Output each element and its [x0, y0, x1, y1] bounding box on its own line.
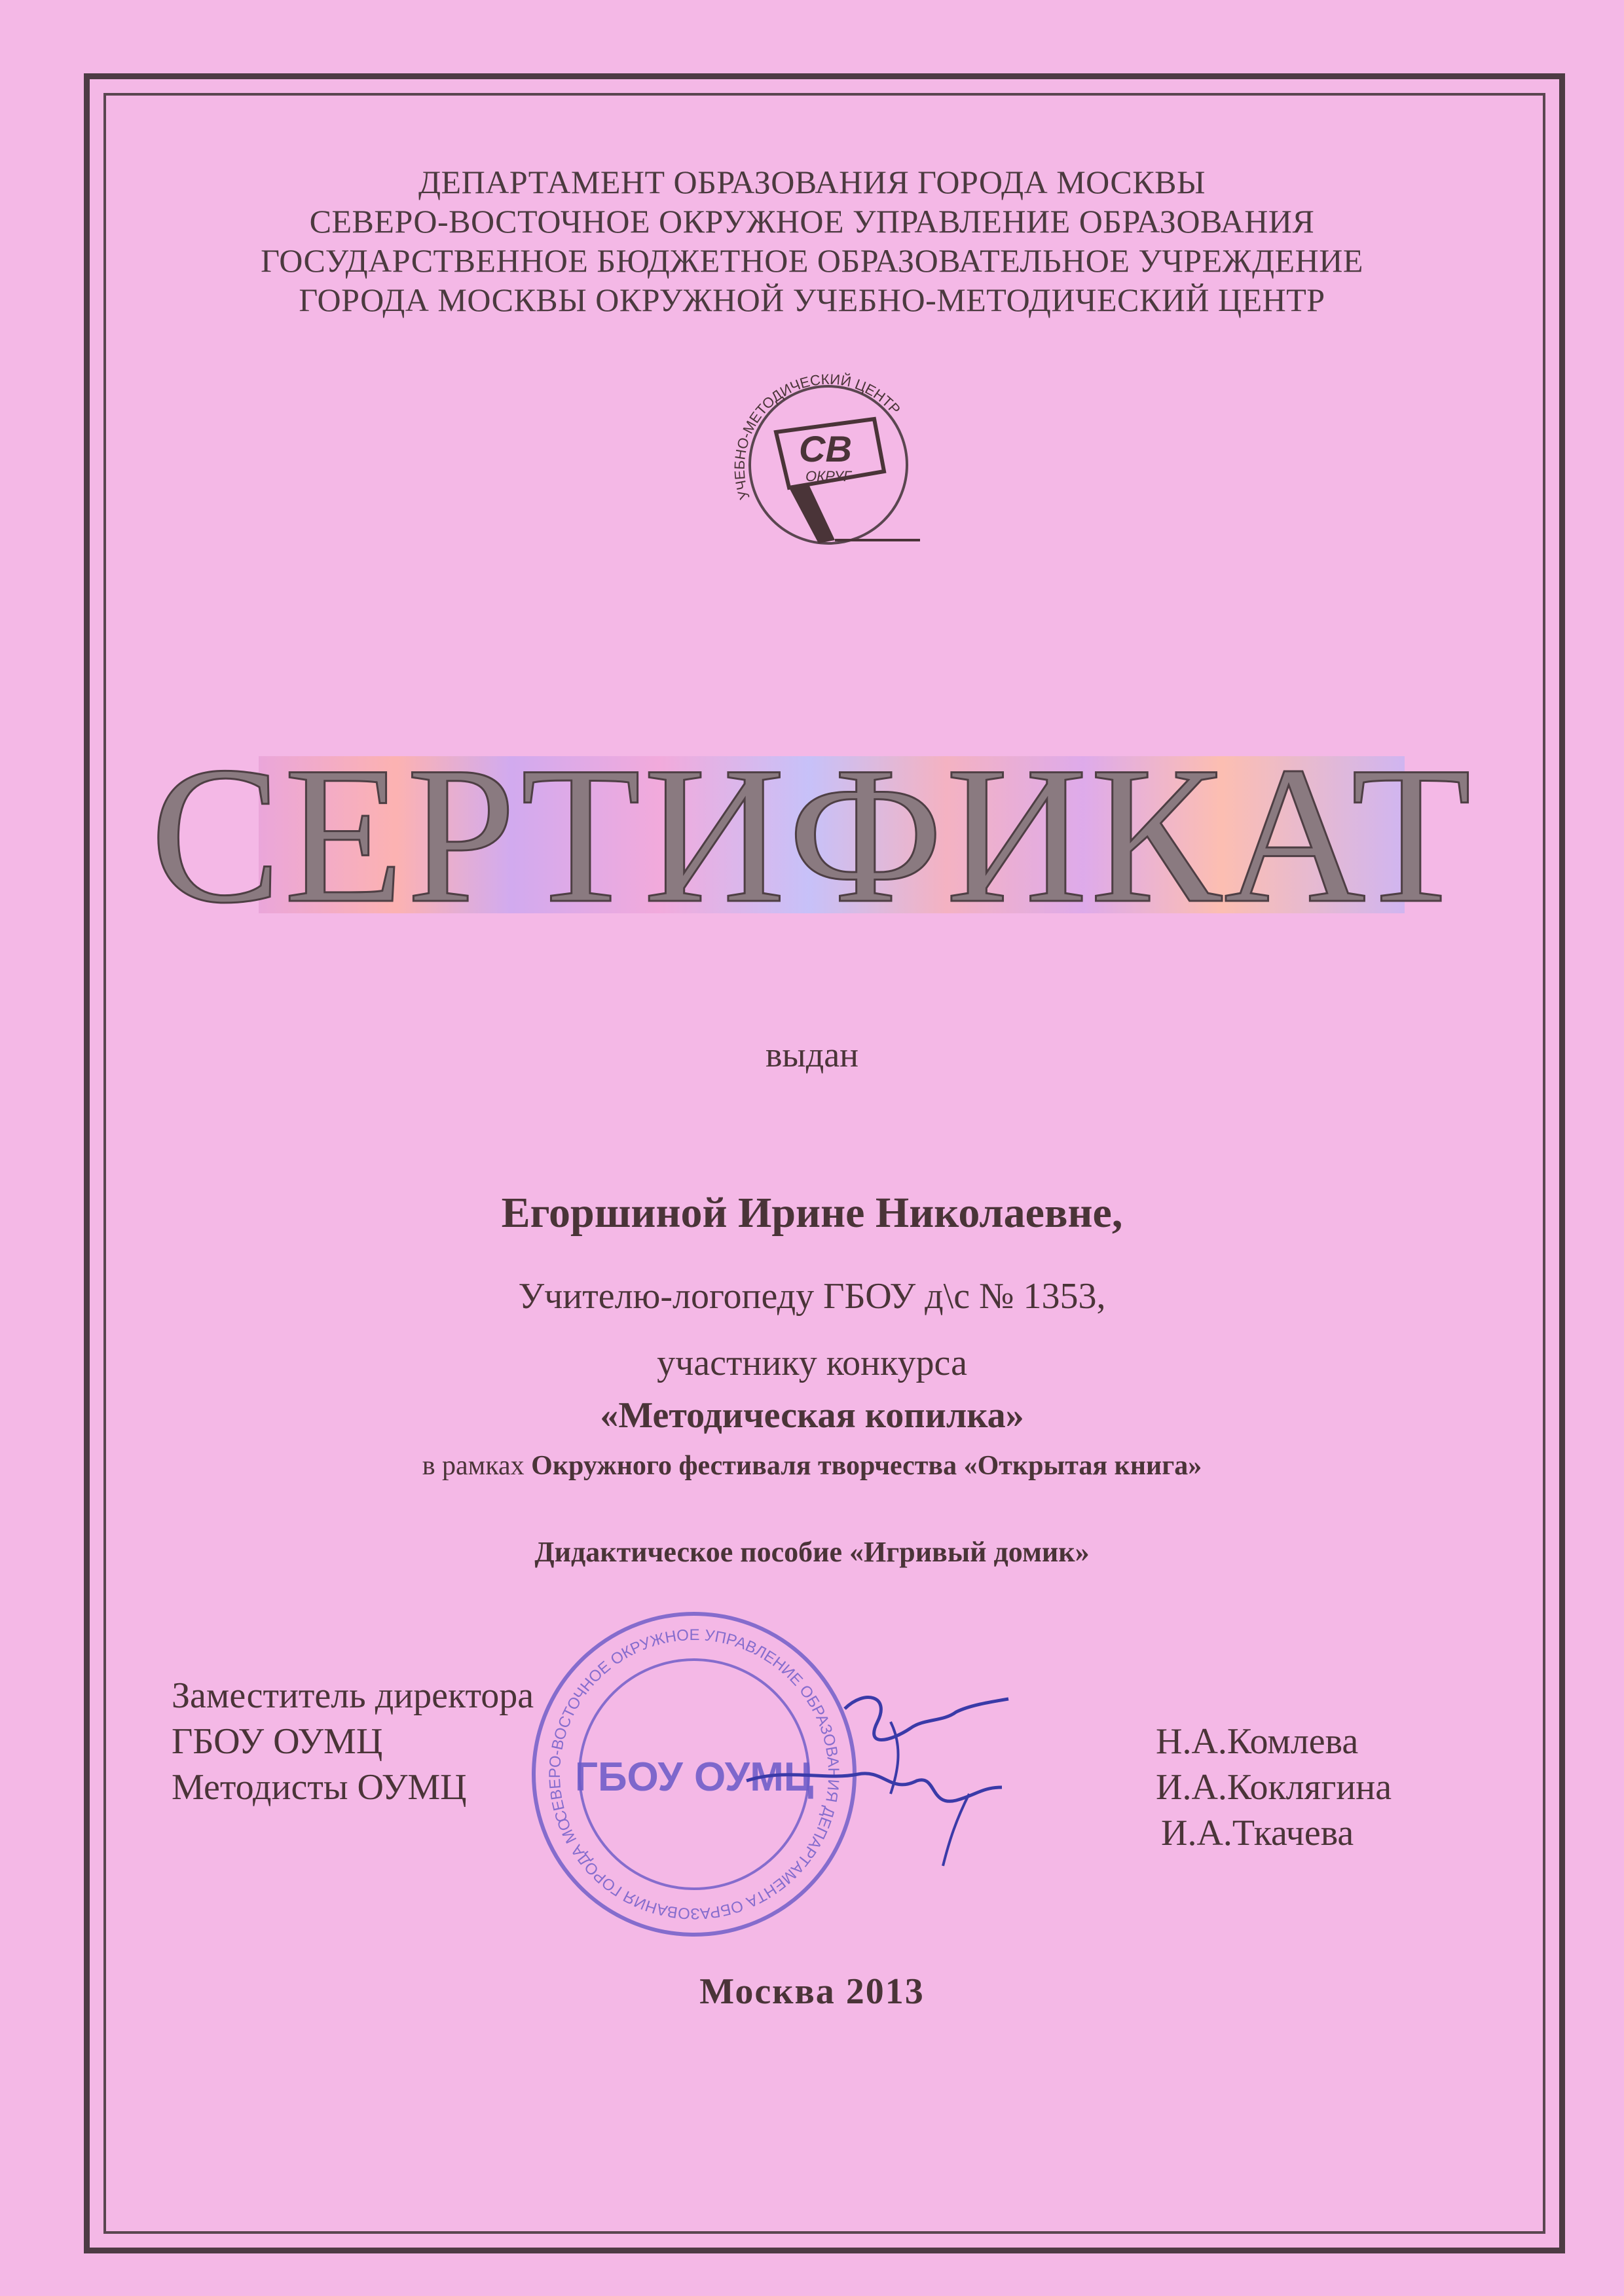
signatory-name: Н.А.Комлева — [1156, 1721, 1359, 1762]
header-line: ГОРОДА МОСКВЫ ОКРУЖНОЙ УЧЕБНО-МЕТОДИЧЕСКИЙ ЦЕНТР — [299, 282, 1325, 318]
recipient-name-text: Егоршиной Ирине Николаевне — [501, 1189, 1112, 1237]
signatory-name: И.А.Ткачева — [1161, 1813, 1354, 1853]
issued-label: выдан — [765, 1035, 859, 1074]
header-line: СЕВЕРО-ВОСТОЧНОЕ ОКРУЖНОЕ УПРАВЛЕНИЕ ОБРАЗОВАНИЯ — [309, 203, 1315, 240]
festival-prefix: в рамках — [422, 1451, 532, 1481]
issuer-header — [0, 162, 1624, 319]
certificate-title: СЕРТИФИКАТ — [150, 726, 1474, 943]
contest-name: «Методическая копилка» — [600, 1395, 1024, 1436]
recipient-position: Учителю-логопеду ГБОУ д\с № 1353, — [518, 1276, 1106, 1317]
recipient-role: участнику конкурса — [657, 1343, 967, 1383]
recipient-name: Егоршиной Ирине Николаевне, — [501, 1189, 1123, 1237]
festival-line — [0, 1450, 1624, 1482]
stamp-ring-text: СЕВЕРО-ВОСТОЧНОЕ ОКРУЖНОЕ УПРАВЛЕНИЕ ОБРАЗОВАНИЯ ДЕПАРТАМЕНТА ОБРАЗОВАНИЯ ГОРОДА МОСКВЫ — [545, 1626, 843, 1923]
festival-name: Окружного фестиваля творчества «Открытая книга» — [531, 1451, 1202, 1481]
handwritten-signatures — [694, 1683, 1022, 1886]
header-line: ГОСУДАРСТВЕННОЕ БЮДЖЕТНОЕ ОБРАЗОВАТЕЛЬНОЕ УЧРЕЖДЕНИЕ — [261, 242, 1363, 279]
work-title: Дидактическое пособие «Игривый домик» — [534, 1536, 1090, 1568]
signatory-title: Заместитель директора — [172, 1675, 534, 1716]
logo-letters: СВ — [799, 428, 852, 469]
logo-ring-text: УЧЕБНО-МЕТОДИЧЕСКИЙ ЦЕНТР — [731, 371, 904, 502]
center-logo-emblem — [710, 347, 946, 583]
signatory-title: ГБОУ ОУМЦ — [172, 1721, 383, 1762]
signatory-name: И.А.Коклягина — [1156, 1767, 1392, 1808]
city-year: Москва 2013 — [699, 1971, 925, 2012]
logo-subtext: ОКРУГ — [805, 468, 851, 484]
stamp-center-text: ГБОУ ОУМЦ — [574, 1755, 814, 1800]
header-line: ДЕПАРТАМЕНТ ОБРАЗОВАНИЯ ГОРОДА МОСКВЫ — [418, 164, 1206, 200]
signatory-names — [1156, 1719, 1392, 1856]
signatory-title: Методисты ОУМЦ — [172, 1767, 467, 1808]
signatory-titles — [172, 1673, 534, 1810]
